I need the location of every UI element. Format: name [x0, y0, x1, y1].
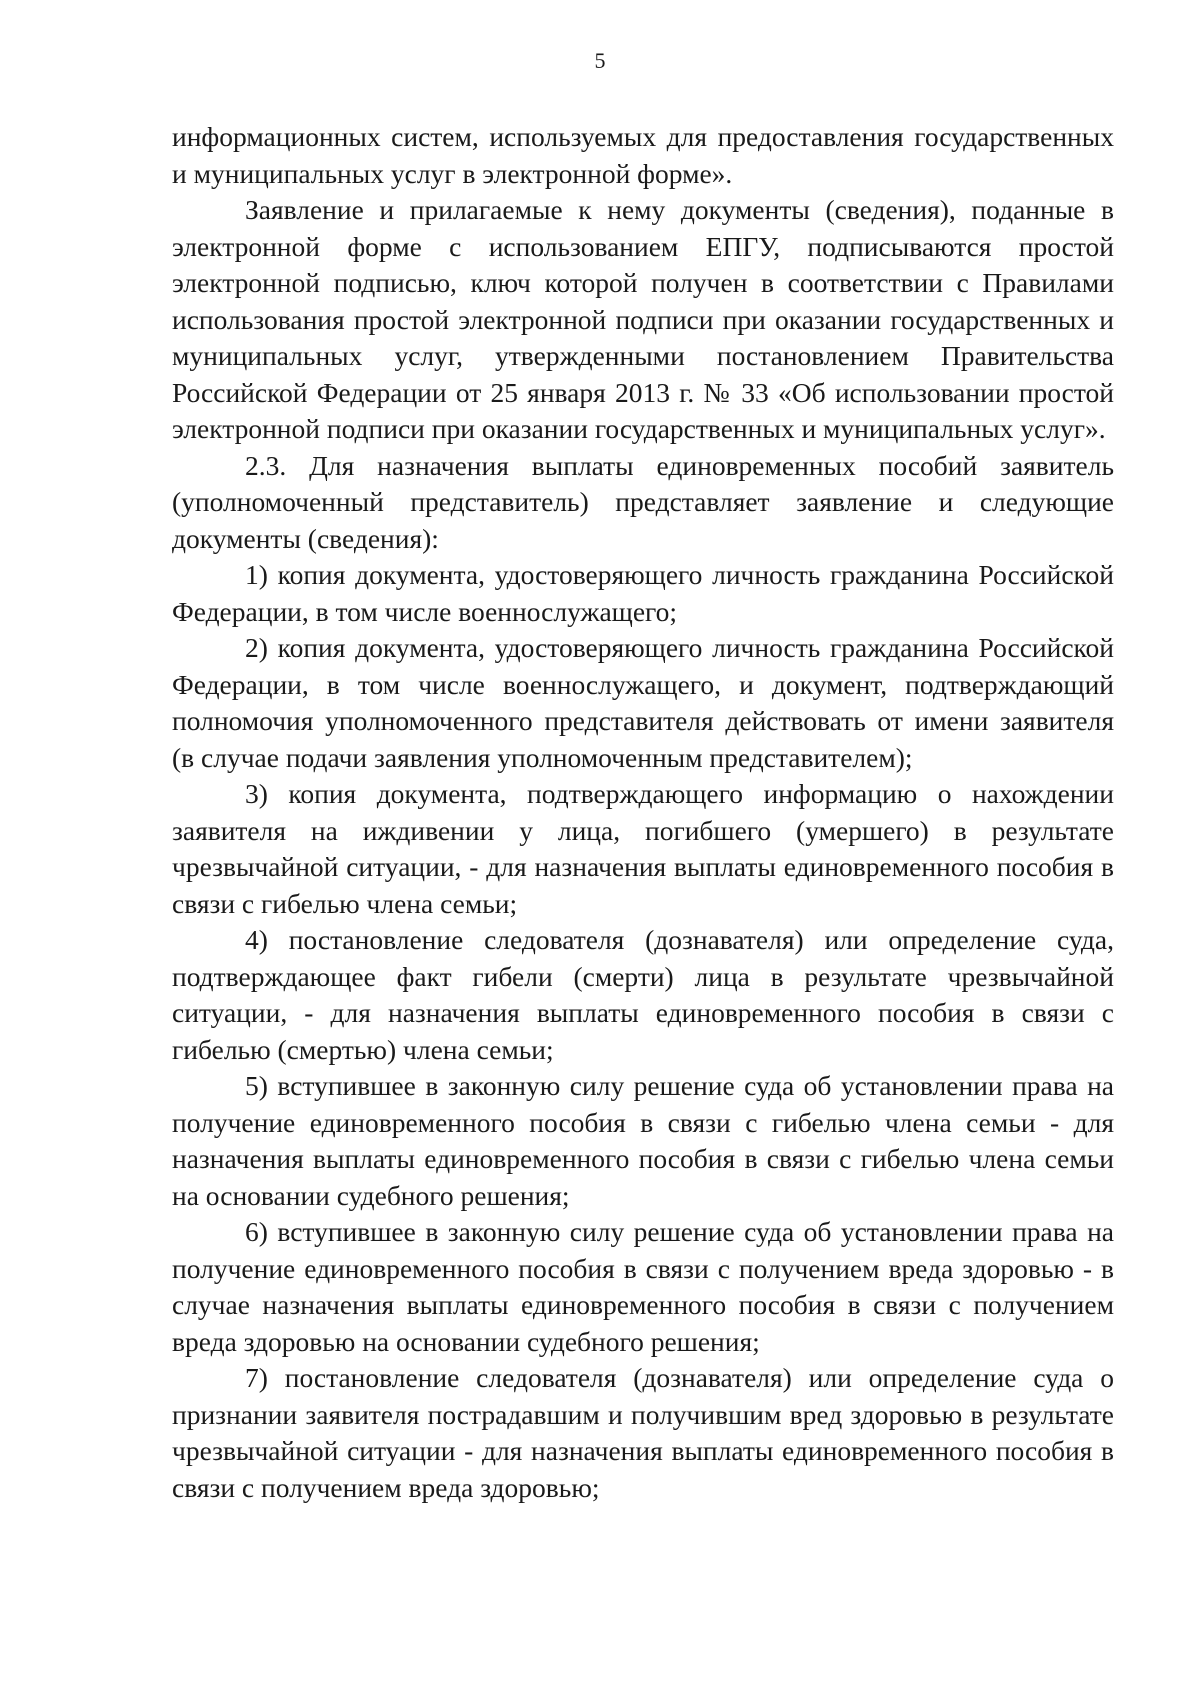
list-item-4: 4) постановление следователя (дознавателя) или определение суда, подтверждающее факт гибели (смерти) лица в результате чрезвычайной ситуации, - для назначения выплаты единовременного пособия в связи с гибелью (смертью) члена семьи;	[172, 924, 1114, 1065]
list-item-2: 2) копия документа, удостоверяющего личность гражданина Российской Федерации, в том числе военнослужащего, и документ, подтверждающий полномочия уполномоченного представителя действовать от имени заявителя (в случае подачи заявления уполномоченным представителем);	[172, 632, 1114, 773]
list-item-5: 5) вступившее в законную силу решение суда об установлении права на получение единовременного пособия в связи с гибелью члена семьи - для назначения выплаты единовременного пособия в связи с гибелью члена семьи на основании судебного решения;	[172, 1070, 1114, 1211]
paragraph-continuation: информационных систем, используемых для предоставления государственных и муниципальных услуг в электронной форме».	[172, 121, 1114, 189]
paragraph-signature: Заявление и прилагаемые к нему документы (сведения), поданные в электронной форме с использованием ЕПГУ, подписываются простой электронной подписью, ключ которой получен в соответствии с Правилами использования простой электронной подписи при оказании государственных и муниципальных услуг, утвержденными постановлением Правительства Российской Федерации от 25 января 2013 г. № 33 «Об использовании простой электронной подписи при оказании государственных и муниципальных услуг».	[172, 194, 1114, 444]
paragraph-2-3: 2.3. Для назначения выплаты единовременных пособий заявитель (уполномоченный представитель) представляет заявление и следующие документы (сведения):	[172, 449, 1114, 554]
page-number: 5	[594, 48, 606, 73]
document-body	[172, 119, 1114, 1506]
list-item-3: 3) копия документа, подтверждающего информацию о нахождении заявителя на иждивении у лица, погибшего (умершего) в результате чрезвычайной ситуации, - для назначения выплаты единовременного пособия в связи с гибелью члена семьи;	[172, 778, 1114, 919]
list-item-6: 6) вступившее в законную силу решение суда об установлении права на получение единовременного пособия в связи с получением вреда здоровью - в случае назначения выплаты единовременного пособия в связи с получением вреда здоровью на основании судебного решения;	[172, 1216, 1114, 1357]
list-item-7: 7) постановление следователя (дознавателя) или определение суда о признании заявителя пострадавшим и получившим вред здоровью в результате чрезвычайной ситуации - для назначения выплаты единовременного пособия в связи с получением вреда здоровью;	[172, 1362, 1114, 1503]
list-item-1: 1) копия документа, удостоверяющего личность гражданина Российской Федерации, в том числе военнослужащего;	[172, 559, 1114, 627]
